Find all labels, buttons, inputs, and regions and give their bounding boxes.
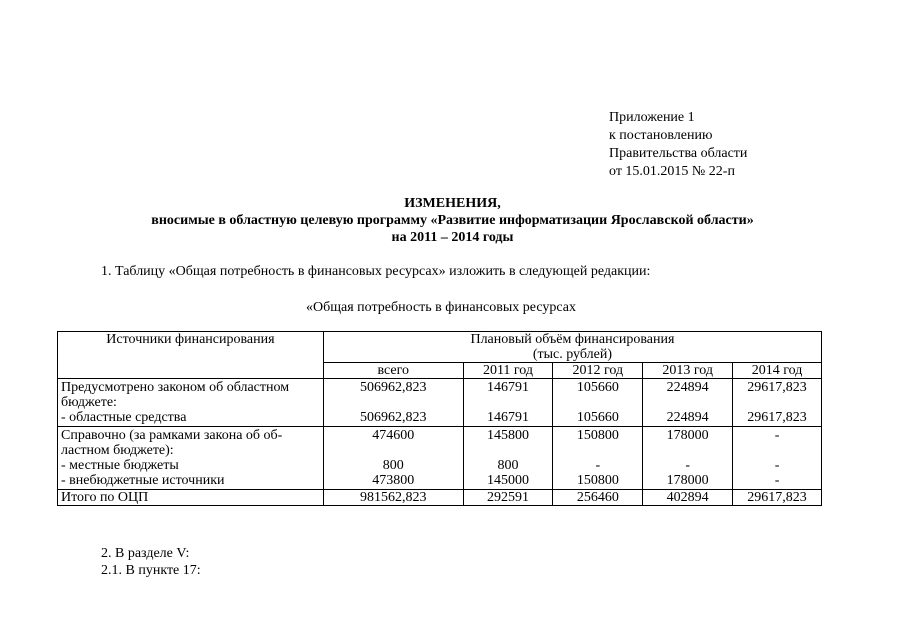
document-years: на 2011 – 2014 годы <box>391 230 514 245</box>
table-cell <box>553 379 643 427</box>
paragraph-3: 2.1. В пункте 17: <box>101 563 201 578</box>
cell-value: - <box>774 473 780 488</box>
row-label-line: ластном бюджете): <box>61 443 174 458</box>
cell-value: - <box>595 458 601 473</box>
table-row <box>58 427 822 490</box>
cell-value: 800 <box>382 458 404 473</box>
cell-value <box>556 443 639 458</box>
total-value: 402894 <box>643 490 733 506</box>
header-plan-line2: (тыс. рублей) <box>532 347 613 362</box>
table-total-row <box>58 490 822 506</box>
appendix-line: Правительства области <box>609 146 748 161</box>
cell-value: 150800 <box>576 428 619 443</box>
column-header: 2011 год <box>463 363 553 379</box>
cell-value: - <box>685 458 690 473</box>
table-cell <box>643 379 733 427</box>
document-subtitle: вносимые в областную целевую программу «Развитие информатизации Ярославской области» <box>151 213 754 228</box>
total-label: Итого по ОЦП <box>58 490 324 506</box>
cell-value: 146791 <box>486 410 529 425</box>
appendix-line: от 15.01.2015 № 22-п <box>609 164 735 179</box>
column-header: 2014 год <box>733 363 822 379</box>
cell-value: 145800 <box>486 428 529 443</box>
total-value: 981562,823 <box>323 490 463 506</box>
appendix-line: к постановлению <box>609 128 713 143</box>
row-label-line: бюджете: <box>61 395 117 410</box>
table-title: «Общая потребность в финансовых ресурсах <box>306 300 576 315</box>
header-sources <box>58 332 324 379</box>
cell-value <box>556 395 639 410</box>
header-plan-line1: Плановый объём финансирования <box>470 332 675 347</box>
cell-value: - <box>774 458 780 473</box>
cell-value <box>736 395 818 410</box>
total-value: 256460 <box>553 490 643 506</box>
row-label-line: - внебюджетные источники <box>61 473 225 488</box>
table-cell <box>463 427 553 490</box>
table-cell <box>323 427 463 490</box>
document-title: ИЗМЕНЕНИЯ, <box>404 196 501 211</box>
cell-value: 105660 <box>576 410 619 425</box>
table-cell <box>553 427 643 490</box>
cell-value: 29617,823 <box>747 380 807 395</box>
row-label-line: Справочно (за рамками закона об об- <box>61 428 283 443</box>
cell-value <box>646 443 729 458</box>
table-row <box>58 379 822 427</box>
table-header-row <box>58 332 822 363</box>
cell-value <box>736 443 818 458</box>
cell-value: 800 <box>497 458 519 473</box>
paragraph-1: 1. Таблицу «Общая потребность в финансовых ресурсах» изложить в следующей редакции: <box>101 264 651 279</box>
cell-value: 224894 <box>666 380 709 395</box>
cell-value: 145000 <box>486 473 529 488</box>
row-label <box>58 379 324 427</box>
cell-value: 506962,823 <box>359 410 427 425</box>
cell-value: 224894 <box>666 410 709 425</box>
column-header: всего <box>323 363 463 379</box>
row-label-line: - местные бюджеты <box>61 458 179 473</box>
appendix-block <box>609 109 747 181</box>
header-plan <box>323 332 821 363</box>
row-label-line: Предусмотрено законом об областном <box>61 380 290 395</box>
table-cell <box>733 427 822 490</box>
cell-value: - <box>774 428 780 443</box>
row-label-line: - областные средства <box>61 410 187 425</box>
table-cell <box>733 379 822 427</box>
row-label <box>58 427 324 490</box>
total-value: 292591 <box>463 490 553 506</box>
header-sources-label: Источники финансирования <box>106 332 275 347</box>
cell-value <box>327 443 460 458</box>
cell-value <box>327 395 460 410</box>
cell-value: 506962,823 <box>359 380 427 395</box>
column-header: 2013 год <box>643 363 733 379</box>
total-value: 29617,823 <box>733 490 822 506</box>
cell-value: 105660 <box>576 380 619 395</box>
appendix-line: Приложение 1 <box>609 110 695 125</box>
cell-value: 178000 <box>666 428 709 443</box>
column-header: 2012 год <box>553 363 643 379</box>
table-cell <box>643 427 733 490</box>
cell-value: 474600 <box>372 428 415 443</box>
table-cell <box>463 379 553 427</box>
paragraph-2: 2. В разделе V: <box>101 546 190 561</box>
cell-value: 29617,823 <box>747 410 807 425</box>
cell-value <box>467 395 550 410</box>
cell-value: 473800 <box>372 473 415 488</box>
financing-table <box>57 331 822 506</box>
table-cell <box>323 379 463 427</box>
cell-value <box>646 395 729 410</box>
cell-value: 178000 <box>666 473 709 488</box>
cell-value: 146791 <box>486 380 529 395</box>
cell-value: 150800 <box>576 473 619 488</box>
cell-value <box>467 443 550 458</box>
